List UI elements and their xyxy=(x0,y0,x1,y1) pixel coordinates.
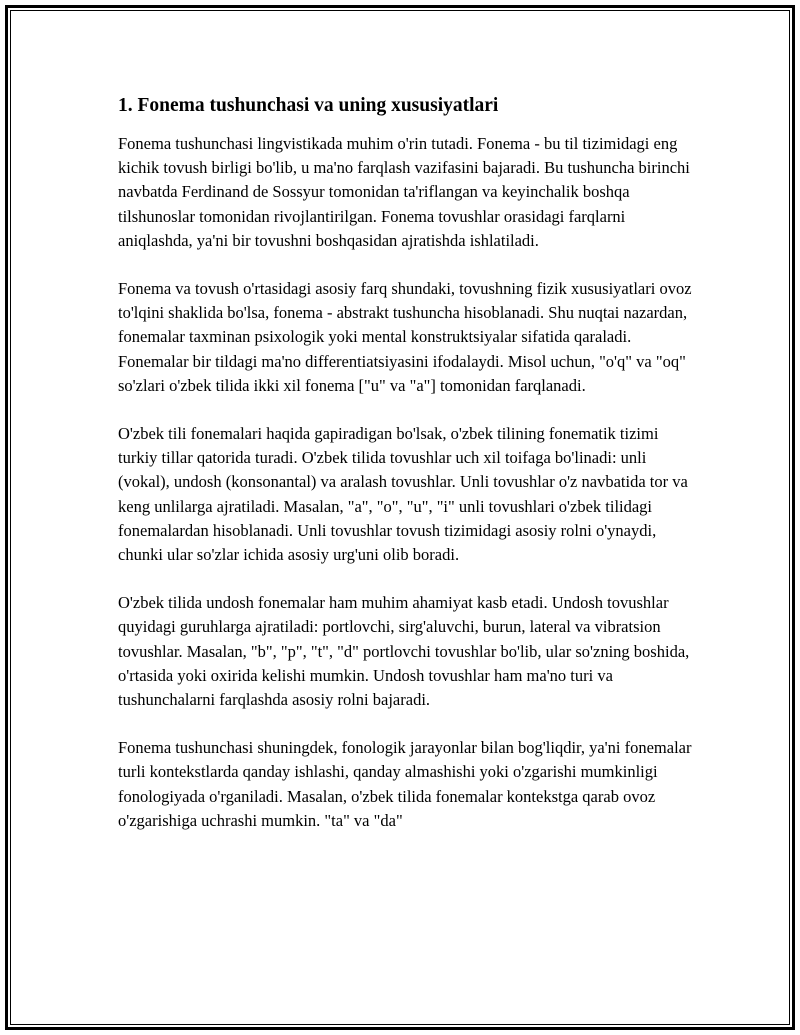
paragraph-2: Fonema va tovush o'rtasidagi asosiy farq shundaki, tovushning fizik xususiyatlari ovoz to'lqini shaklida bo'lsa, fonema - abstrakt tushuncha hisoblanadi. Shu nuqtai nazardan, fonemalar taxminan psixologik yoki mental konstruktsiyalar sifatida qaraladi. Fonemalar bir tildagi ma'no differentiatsiyasini ifodalaydi. Misol uchun, "o'q" va "oq" so'zlari o'zbek tilida ikki xil fonema ["u" va "a"] tomonidan farqlanadi. xyxy=(118,279,692,395)
paragraph-4: O'zbek tilida undosh fonemalar ham muhim ahamiyat kasb etadi. Undosh tovushlar quyidagi guruhlarga ajratiladi: portlovchi, sirg'aluvchi, burun, lateral va vibratsion tovushlar. Masalan, "b", "p", "t", "d" portlovchi tovushlar bo'lib, ular so'zning boshida, o'rtasida yoki oxirida kelishi mumkin. Undosh tovushlar ham ma'no turi va tushunchalarni farqlashda asosiy rolni bajaradi. xyxy=(118,593,690,710)
paragraph-3: O'zbek tili fonemalari haqida gapiradigan bo'lsak, o'zbek tilining fonematik tizimi turkiy tillar qatorida turadi. O'zbek tilida tovushlar uch xil toifaga bo'linadi: unli (vokal), undosh (konsonantal) va aralash tovushlar. Unli tovushlar o'z navbatida tor va keng unlilarga ajratiladi. Masalan, "a", "o", "u", "i" unli tovushlari o'zbek tilidagi fonemalardan hisoblanadi. Unli tovushlar tovush tizimidagi asosiy rolni o'ynaydi, chunki ular so'zlar ichida asosiy urg'uni olib boradi. xyxy=(118,424,688,565)
paragraph-1: Fonema tushunchasi lingvistikada muhim o'rin tutadi. Fonema - bu til tizimidagi eng kichik tovush birligi bo'lib, u ma'no farqlash vazifasini bajaradi. Bu tushuncha birinchi navbatda Ferdinand de Sossyur tomonidan ta'riflangan va keyinchalik boshqa tilshunoslar tomonidan rivojlantirilgan. Fonema tovushlar orasidagi farqlarni aniqlashda, ya'ni bir tovushni boshqasidan ajratishda ishlatiladi. xyxy=(118,134,690,250)
document-body xyxy=(118,94,698,857)
section-heading: 1. Fonema tushunchasi va uning xususiyatlari xyxy=(118,95,499,116)
paragraph-5: Fonema tushunchasi shuningdek, fonologik jarayonlar bilan bog'liqdir, ya'ni fonemalar turli kontekstlarda qanday ishlashi, qanday almashishi yoki o'zgarishi mumkinligi fonologiyada o'rganiladi. Masalan, o'zbek tilida fonemalar kontekstga qarab ovoz o'zgarishiga uchrashi mumkin. "ta" va "da" xyxy=(118,738,692,830)
